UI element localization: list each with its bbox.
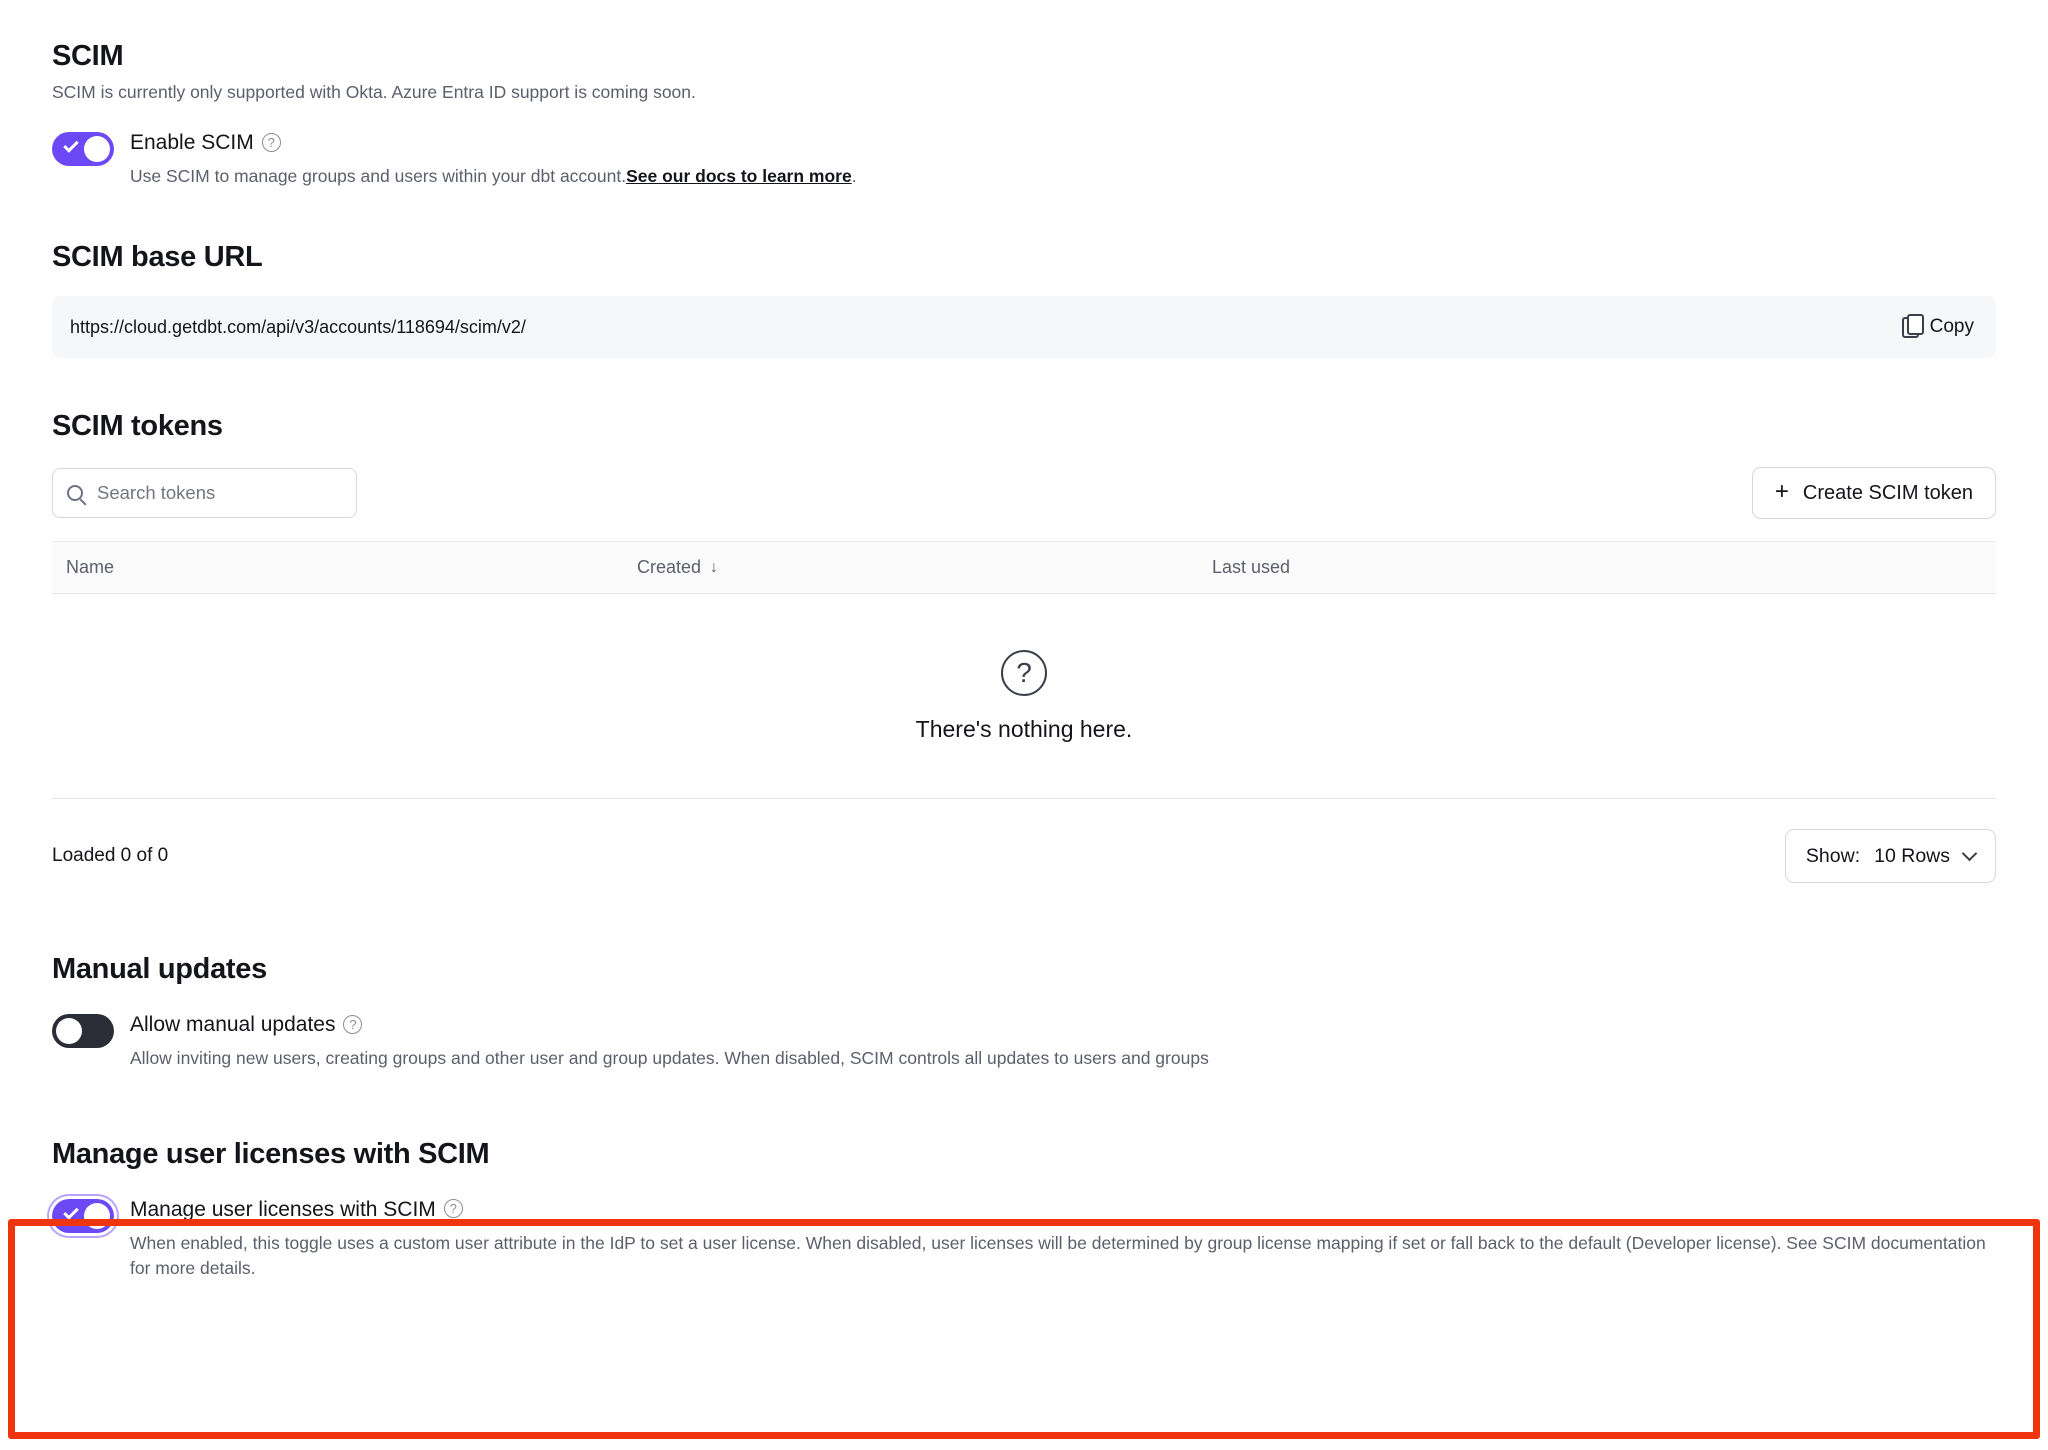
manage-licenses-label: Manage user licenses with SCIM	[130, 1197, 436, 1221]
sort-descending-icon: ↓	[710, 558, 719, 576]
column-header-created-label: Created	[637, 557, 702, 578]
enable-scim-desc-suffix: .	[851, 166, 857, 186]
manage-licenses-toggle[interactable]	[52, 1199, 114, 1233]
manual-updates-body	[130, 1012, 1209, 1071]
allow-manual-updates-label: Allow manual updates	[130, 1013, 336, 1037]
page-title: SCIM	[52, 40, 124, 72]
column-header-last-used[interactable]: Last used	[1212, 557, 1291, 578]
toggle-knob	[84, 136, 110, 162]
manage-licenses-row	[52, 1197, 1996, 1282]
copy-button-label: Copy	[1929, 316, 1974, 338]
enable-scim-label: Enable SCIM	[130, 131, 254, 154]
scim-tokens-section	[52, 410, 1996, 883]
empty-state	[52, 594, 1996, 799]
rows-per-page-label: Show:	[1805, 844, 1861, 867]
scim-tokens-title: SCIM tokens	[52, 410, 223, 443]
column-header-name[interactable]: Name	[66, 557, 115, 578]
chevron-down-icon	[1962, 846, 1978, 862]
check-icon	[63, 1204, 79, 1220]
create-scim-token-label: Create SCIM token	[1802, 481, 1973, 504]
loaded-count: Loaded 0 of 0	[52, 845, 169, 867]
manage-licenses-title: Manage user licenses with SCIM	[52, 1137, 490, 1170]
create-scim-token-button[interactable]	[1752, 467, 1996, 519]
manual-updates-section	[52, 953, 1996, 1071]
copy-button[interactable]	[1902, 316, 1974, 338]
search-tokens-input[interactable]	[95, 481, 342, 505]
search-tokens-box[interactable]	[52, 468, 357, 518]
search-icon	[67, 485, 83, 501]
scim-docs-link[interactable]: See our docs to learn more	[626, 166, 852, 186]
scim-tokens-table	[52, 541, 1996, 799]
scim-section	[52, 0, 1996, 189]
manage-licenses-section	[52, 1138, 1996, 1282]
manual-updates-description: Allow inviting new users, creating groups and other user and group updates. When disabled, SCIM controls all updates to users and groups	[130, 1048, 1209, 1069]
enable-scim-body	[130, 130, 857, 189]
table-header-row	[52, 542, 1996, 594]
manage-licenses-body	[130, 1197, 1996, 1282]
base-url-section	[52, 241, 1996, 358]
check-icon	[63, 137, 79, 153]
help-icon[interactable]: ?	[262, 133, 281, 152]
column-header-created[interactable]	[637, 557, 1212, 578]
copy-icon	[1902, 317, 1919, 338]
manual-updates-title: Manual updates	[52, 953, 267, 986]
help-icon[interactable]: ?	[343, 1015, 362, 1034]
base-url-box	[52, 296, 1996, 358]
manual-updates-row	[52, 1012, 1996, 1071]
scim-subtitle: SCIM is currently only supported with Okta. Azure Entra ID support is coming soon.	[52, 82, 696, 102]
empty-state-text: There's nothing here.	[915, 715, 1133, 742]
rows-per-page-select[interactable]	[1785, 829, 1996, 883]
question-mark-icon: ?	[1001, 650, 1047, 696]
enable-scim-row	[52, 130, 1996, 189]
rows-per-page-value: 10 Rows	[1874, 844, 1950, 867]
toggle-knob	[84, 1203, 110, 1229]
allow-manual-updates-toggle[interactable]	[52, 1014, 114, 1048]
base-url-title: SCIM base URL	[52, 241, 263, 274]
help-icon[interactable]: ?	[444, 1199, 463, 1218]
enable-scim-desc-prefix: Use SCIM to manage groups and users within your dbt account.	[130, 166, 627, 186]
toggle-knob	[56, 1018, 82, 1044]
enable-scim-toggle[interactable]	[52, 132, 114, 166]
table-footer	[52, 829, 1996, 883]
base-url-value: https://cloud.getdbt.com/api/v3/accounts/118694/scim/v2/	[70, 316, 526, 337]
plus-icon: +	[1774, 478, 1789, 506]
enable-scim-description	[130, 164, 857, 189]
tokens-toolbar	[52, 467, 1996, 519]
manage-licenses-description: When enabled, this toggle uses a custom user attribute in the IdP to set a user license. When disabled, user licenses will be determined by group license mapping if set or fall back to the default (Developer license). See SCIM documentation for more details.	[130, 1232, 1986, 1279]
